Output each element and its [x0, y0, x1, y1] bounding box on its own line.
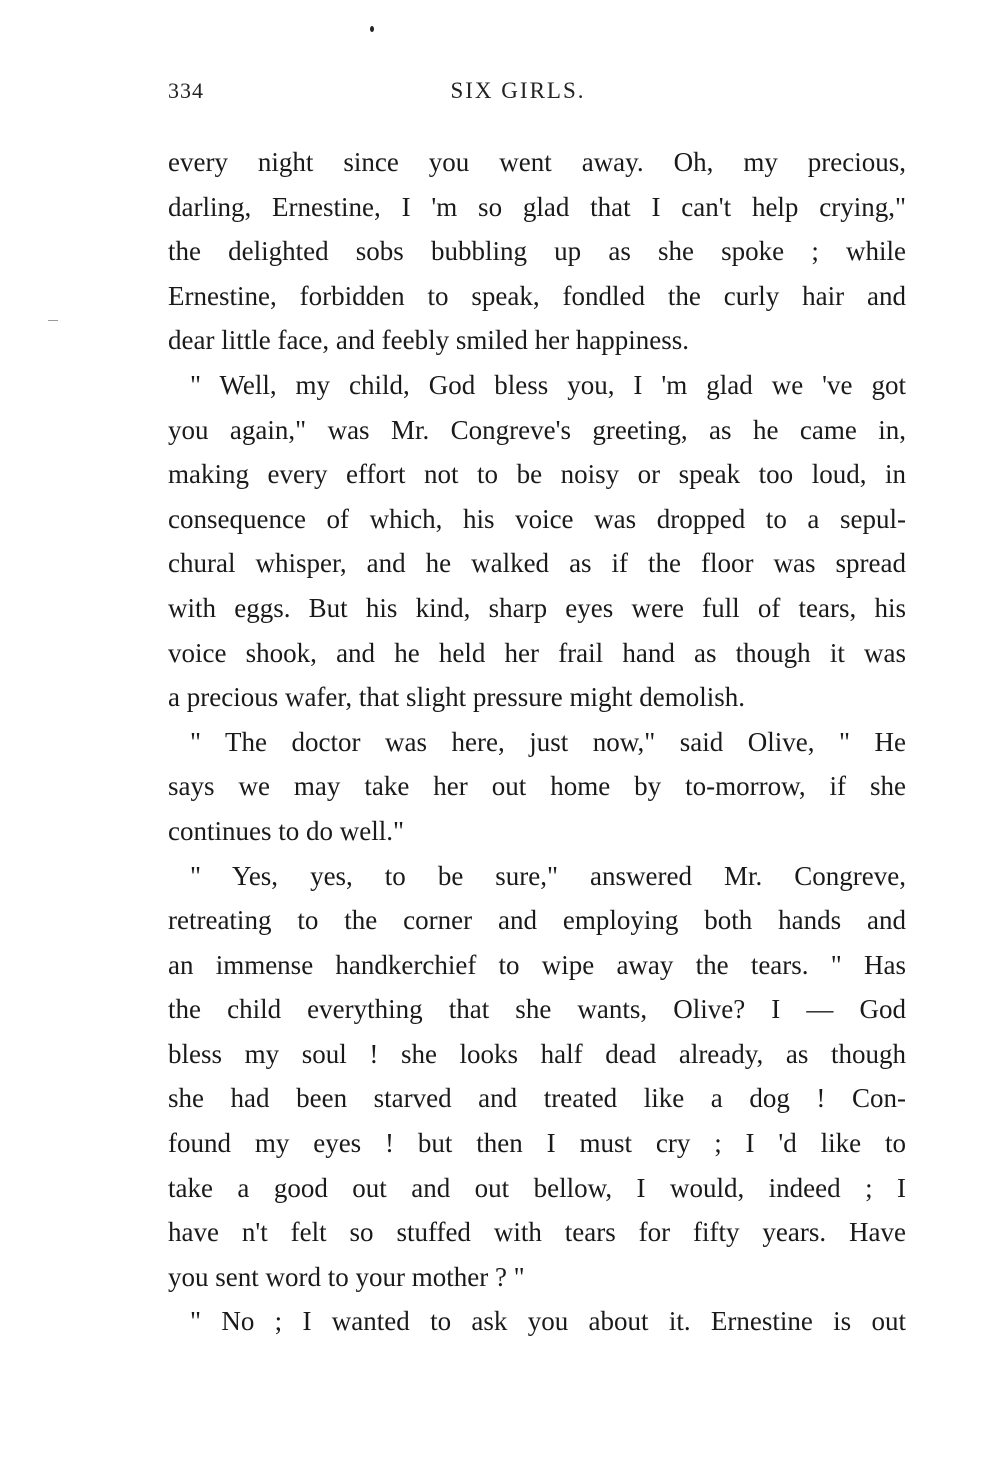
text-line: an immense handkerchief to wipe away the tears. " Has [168, 949, 906, 980]
page-header [168, 78, 908, 112]
text-line: every night since you went away. Oh, my precious, [168, 147, 906, 177]
text-line: darling, Ernestine, I 'm so glad that I can't help crying," [168, 191, 906, 222]
text-line: bless my soul ! she looks half dead already, as though [168, 1038, 906, 1069]
text-line: continues to do well." [168, 815, 404, 846]
text-line: have n't felt so stuffed with tears for fifty years. Have [168, 1217, 906, 1248]
text-line: making every effort not to be noisy or speak too loud, in [168, 459, 906, 490]
text-line: she had been starved and treated like a dog ! Con- [168, 1083, 906, 1114]
text-line: chural whisper, and he walked as if the floor was spread [168, 548, 906, 579]
print-speck [370, 26, 374, 32]
text-line: voice shook, and he held her frail hand as though it was [168, 637, 906, 668]
text-line: take a good out and out bellow, I would, indeed ; I [168, 1172, 906, 1203]
text-line: the child everything that she wants, Olive? I — God [168, 994, 906, 1025]
text-line: Ernestine, forbidden to speak, fondled the curly hair and [168, 280, 906, 311]
text-line: consequence of which, his voice was dropped to a sepul- [168, 503, 906, 534]
margin-mark [48, 320, 58, 321]
text-line: " The doctor was here, just now," said Olive, " He [190, 726, 906, 757]
text-line: " Well, my child, God bless you, I 'm glad we 've got [190, 369, 906, 400]
text-line: retreating to the corner and employing both hands and [168, 905, 906, 936]
text-line: found my eyes ! but then I must cry ; I 'd like to [168, 1128, 906, 1159]
text-line: with eggs. But his kind, sharp eyes were full of tears, his [168, 592, 906, 623]
text-line: you again," was Mr. Congreve's greeting, as he came in, [168, 414, 906, 445]
text-line: a precious wafer, that slight pressure might demolish. [168, 682, 746, 713]
text-line: " No ; I wanted to ask you about it. Ernestine is out [190, 1306, 906, 1337]
running-title: SIX GIRLS. [450, 78, 586, 103]
text-line: the delighted sobs bubbling up as she spoke ; while [168, 236, 906, 267]
text-line: you sent word to your mother ? " [168, 1261, 525, 1292]
text-line: says we may take her out home by to-morrow, if she [168, 771, 906, 802]
page-number: 334 [168, 78, 204, 103]
text-line: " Yes, yes, to be sure," answered Mr. Congreve, [190, 860, 906, 891]
text-line: dear little face, and feebly smiled her happiness. [168, 325, 690, 356]
body-text [168, 140, 906, 1344]
